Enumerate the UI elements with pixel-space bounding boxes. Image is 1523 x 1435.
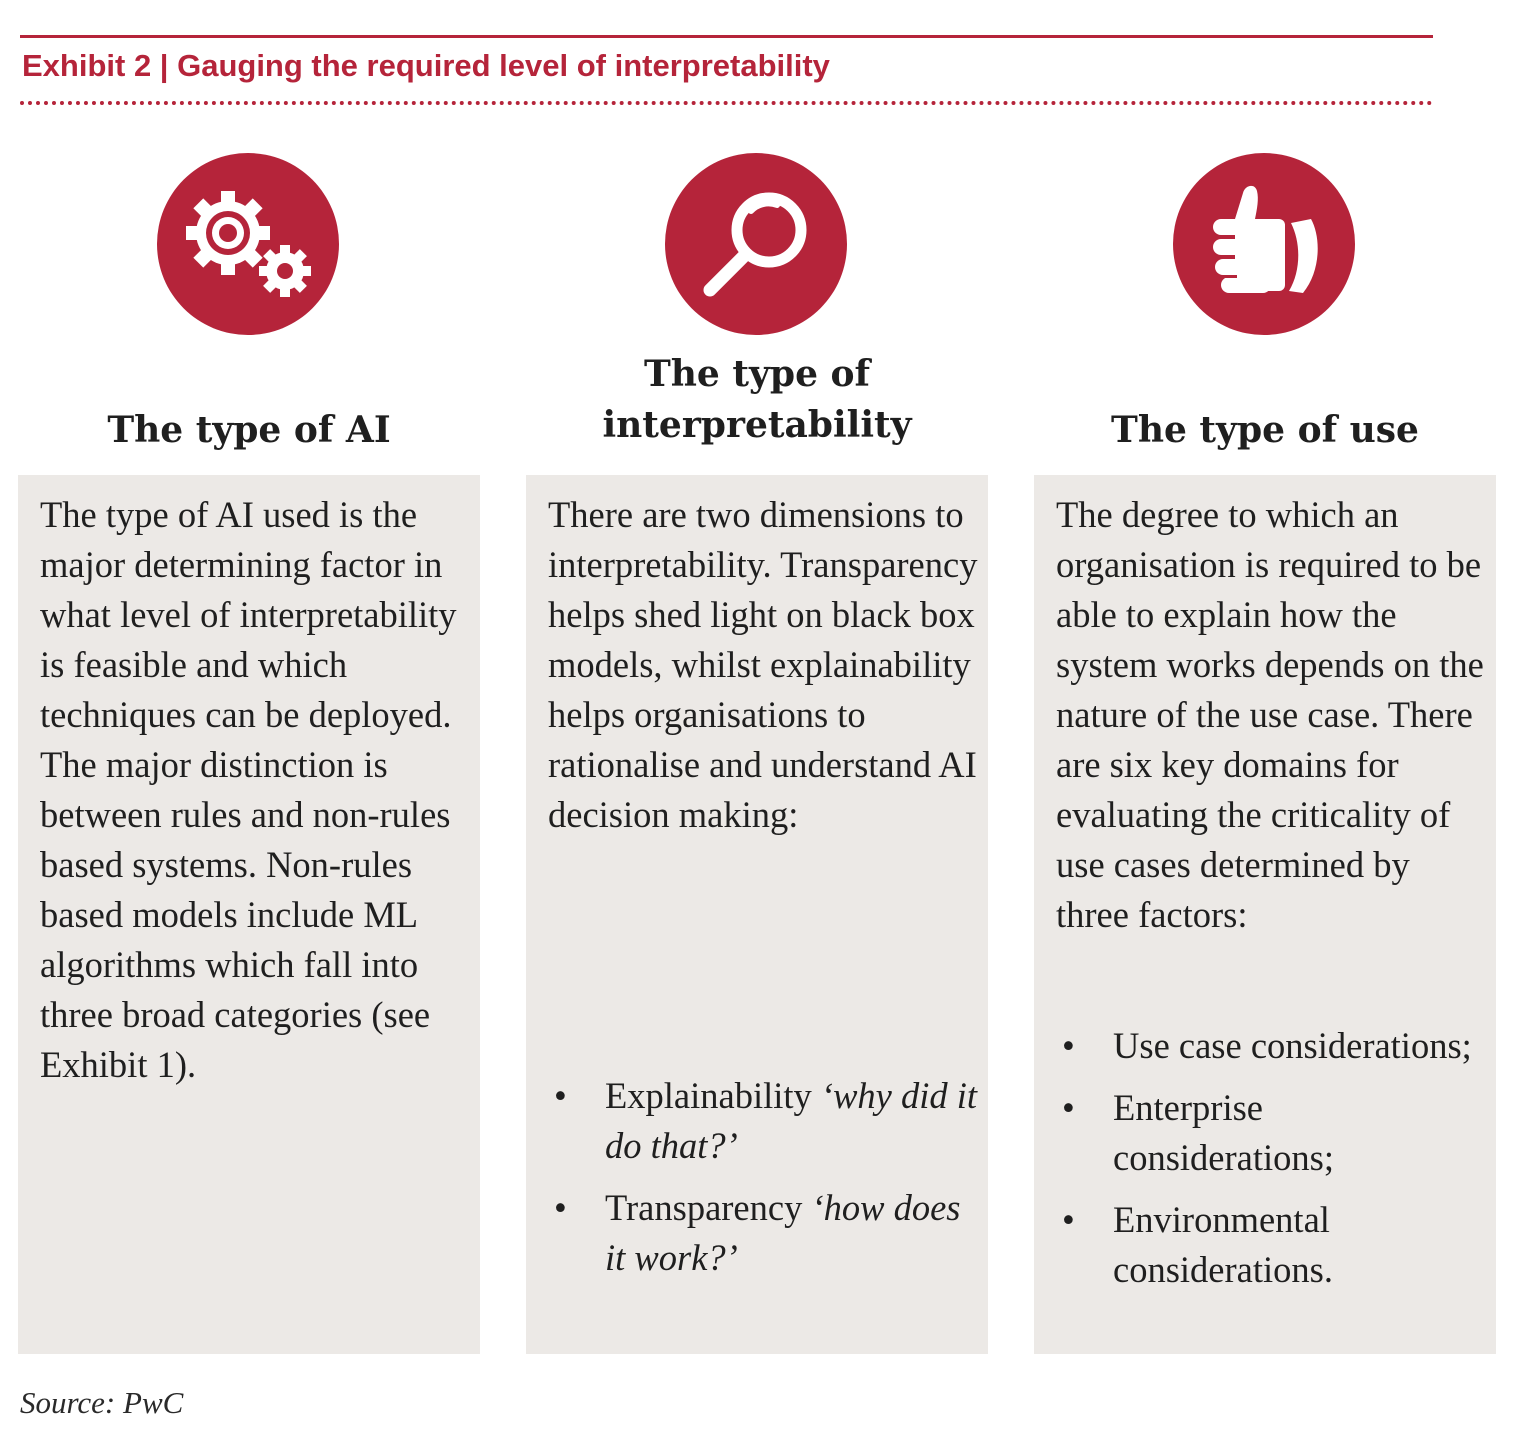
bullet-text: Environmental considerations. — [1113, 1199, 1333, 1290]
bullet-list — [548, 1071, 978, 1295]
bullet-symbol: • — [1062, 1087, 1075, 1128]
gears-icon — [157, 153, 339, 335]
panel-body-text: The degree to which an organisation is required to be able to explain how the system works depends on the nature of the use case. There are six key domains for evaluating the criticality of use cases determined by three factors: — [1056, 494, 1484, 935]
bullet-symbol: • — [1062, 1025, 1075, 1066]
bullet-text: Use case considerations; — [1113, 1025, 1472, 1066]
thumbs-up-icon — [1173, 153, 1355, 335]
bullet-quote: ‘why did it do that?’ — [605, 1075, 978, 1166]
list-item — [1056, 1195, 1486, 1295]
bullet-list — [1056, 1021, 1486, 1307]
bullet-text: Enterprise considerations; — [1113, 1087, 1334, 1178]
bullet-term: Transparency — [605, 1187, 803, 1228]
thumbs-up-icon-circle — [1173, 153, 1355, 335]
panel-body-text: The type of AI used is the major determining factor in what level of interpretability is feasible and which techniques can be deployed. The major distinction is between rules and non-rules based systems. Non-rules based models include ML algorithms which fall into three broad categories (see Exhibit 1). — [40, 494, 457, 1085]
bullet-term: Explainability — [605, 1075, 812, 1116]
list-item — [1056, 1083, 1486, 1183]
list-item — [1056, 1021, 1486, 1071]
column-heading-line2: interpretability — [602, 404, 912, 446]
column-panel — [1034, 475, 1496, 1354]
column-panel — [18, 475, 480, 1354]
dotted-divider — [20, 101, 1433, 105]
bullet-symbol: • — [554, 1187, 567, 1228]
column-heading: The type of AI — [107, 409, 391, 451]
list-item — [548, 1071, 978, 1171]
column-heading-line1: The type of — [643, 353, 871, 395]
column-heading: The type of use — [1111, 409, 1419, 451]
exhibit-title: Exhibit 2 | Gauging the required level of interpretability — [22, 48, 830, 83]
magnifying-glass-icon — [665, 153, 847, 335]
column-panel — [526, 475, 988, 1354]
panel-body-text: There are two dimensions to interpretability. Transparency helps shed light on black box models, whilst explainability helps organisations to rationalise and understand AI decision making: — [548, 494, 978, 835]
magnifier-icon-circle — [665, 153, 847, 335]
gears-icon-circle — [157, 153, 339, 335]
list-item — [548, 1183, 978, 1283]
bullet-symbol: • — [1062, 1199, 1075, 1240]
column-heading — [526, 349, 988, 451]
bullet-quote: ‘how does it work?’ — [605, 1187, 961, 1278]
bullet-symbol: • — [554, 1075, 567, 1116]
source-note: Source: PwC — [20, 1385, 184, 1420]
top-rule — [20, 35, 1433, 38]
